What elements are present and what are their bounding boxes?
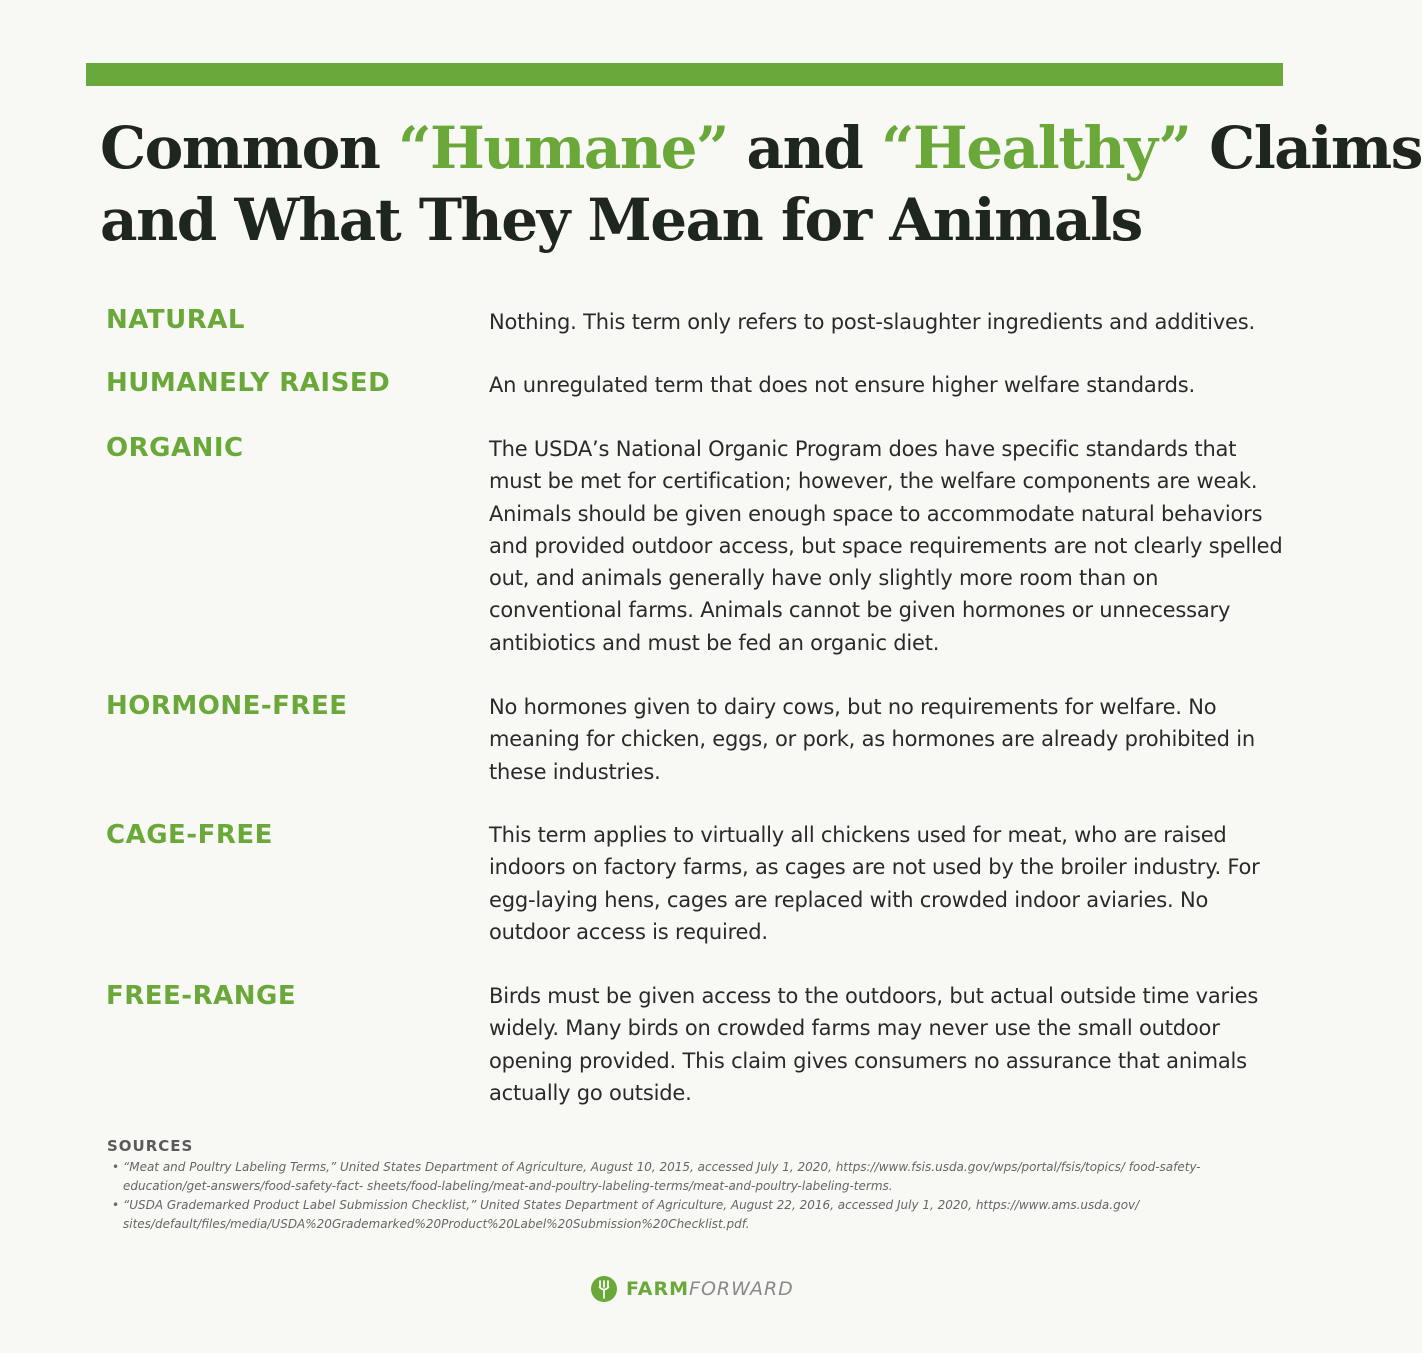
claim-description-humanely-raised: An unregulated term that does not ensure higher welfare standards. — [489, 373, 1195, 397]
claim-term-humanely-raised: HUMANELY RAISED — [106, 368, 391, 398]
claim-description-cage-free: This term applies to virtually all chickens used for meat, who are raised indoors on factory farms, as cages are not used by the broiler industry. For egg-laying hens, cages are replaced with crowded indoor aviaries. No outdoor access is required. — [489, 823, 1260, 944]
sources-list — [110, 1158, 1260, 1234]
logo-text-forward: FORWARD — [689, 1278, 794, 1300]
page-title — [100, 112, 1422, 256]
fork-leaf-icon — [590, 1275, 618, 1303]
claim-description-free-range: Birds must be given access to the outdoors, but actual outside time varies widely. Many birds on crowded farms may never use the small outdoor opening provided. This claim gives consumers no assurance that animals actually go outside. — [489, 984, 1259, 1105]
title-text-common: Common — [100, 114, 399, 182]
logo-text-farm: FARM — [626, 1278, 690, 1300]
claim-term-cage-free: CAGE-FREE — [106, 820, 273, 850]
logo-wordmark — [626, 1278, 794, 1300]
claim-description-natural: Nothing. This term only refers to post-slaughter ingredients and additives. — [489, 310, 1255, 334]
source-item-usda-fsis: • “Meat and Poultry Labeling Terms,” United States Department of Agriculture, August 10, 2015, accessed July 1, 2020, https://www.fsis.usda.gov/wps/portal/fsis/topics/ food-safety-education/get-answers/food-safety-fact- sheets/food-labeling/meat-and-poultry-labeling-terms/meat-and-poultry-labeling-terms. — [110, 1158, 1260, 1196]
claim-description-organic: The USDA’s National Organic Program does have specific standards that must be met for certification; however, the welfare components are weak. Animals should be given enough space to accommodate natural behaviors and provided outdoor access, but space requirements are not clearly spelled out, and animals generally have only slightly more room than on conventional farms. Animals cannot be given hormones or unnecessary antibiotics and must be fed an organic diet. — [489, 437, 1283, 655]
claim-term-natural: NATURAL — [106, 305, 245, 335]
title-healthy: “Healthy” — [881, 114, 1191, 182]
claim-description-hormone-free: No hormones given to dairy cows, but no requirements for welfare. No meaning for chicken, eggs, or pork, as hormones are already prohibited in these industries. — [489, 695, 1255, 784]
claim-term-hormone-free: HORMONE-FREE — [106, 691, 348, 721]
title-text-claims: Claims — [1190, 114, 1422, 182]
source-item-usda-ams: • “USDA Grademarked Product Label Submission Checklist,” United States Department of Agriculture, August 22, 2016, accessed July 1, 2020, https://www.ams.usda.gov/ sites/default/files/media/USDA%20Grademarked%20Product%20Label%20Submission%20Checklist.pdf. — [110, 1196, 1260, 1234]
title-humane: “Humane” — [398, 114, 728, 182]
top-accent-bar — [86, 63, 1283, 86]
title-line-1 — [100, 112, 1422, 184]
title-line-2: and What They Mean for Animals — [100, 186, 1142, 254]
farm-forward-logo — [590, 1274, 794, 1304]
claim-term-free-range: FREE-RANGE — [106, 981, 297, 1011]
title-text-and: and — [727, 114, 882, 182]
sources-heading: SOURCES — [107, 1137, 194, 1155]
claim-term-organic: ORGANIC — [106, 433, 244, 463]
